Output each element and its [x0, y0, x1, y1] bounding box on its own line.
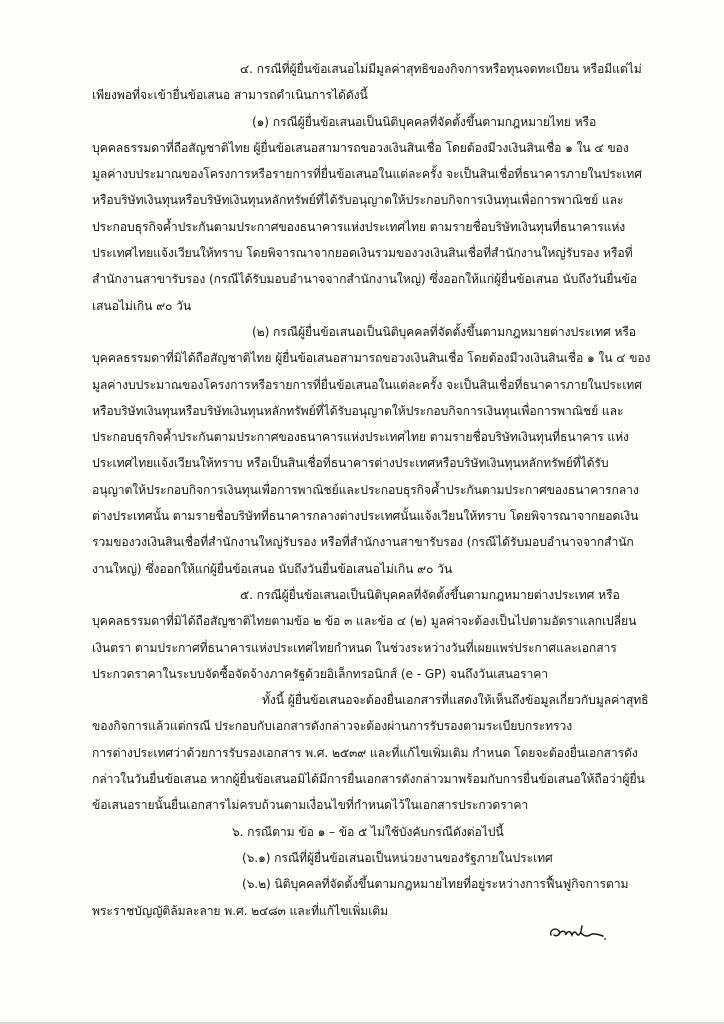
text-line: สำนักงานสาขารับรอง (กรณีได้รับมอบอำนาจจากสำนักงานใหญ่) ซึ่งออกให้แก่ผู้ยื่นข้อเสนอ นับถึงวันยื่นข้อ	[92, 272, 638, 287]
clause-note: ทั้งนี้ ผู้ยื่นข้อเสนอจะต้องยื่นเอกสารที่แสดงให้เห็นถึงข้อมูลเกี่ยวกับมูลค่าสุทธิ	[262, 693, 649, 708]
text-line: เสนอไม่เกิน ๙๐ วัน	[92, 298, 192, 313]
text-line: การต่างประเทศว่าด้วยการรับรองเอกสาร พ.ศ. ๒๕๓๙ และที่แก้ไขเพิ่มเติม กำหนด โดยจะต้องยื่นเอกสารดัง	[92, 745, 638, 760]
text-line: มูลค่างบประมาณของโครงการหรือรายการที่ยื่นข้อเสนอในแต่ละครั้ง จะเป็นสินเชื่อที่ธนาคารภายในประเทศ	[92, 377, 642, 392]
clause-6-2: (๖.๒) นิติบุคคลที่จัดตั้งขึ้นตามกฎหมายไทยที่อยู่ระหว่างการฟื้นฟูกิจการตาม	[242, 877, 629, 892]
text-line: พระราชบัญญัติล้มละลาย พ.ศ. ๒๔๘๓ และที่แก้ไขเพิ่มเติม	[92, 903, 389, 918]
text-line: กล่าวในวันยื่นข้อเสนอ หากผู้ยื่นข้อเสนอมิได้มีการยื่นเอกสารดังกล่าวมาพร้อมกับการยื่นข้อเสนอให้ถือว่าผู้ยื่น	[92, 772, 645, 787]
text-line: ประกวดราคาในระบบจัดซื้อจัดจ้างภาครัฐด้วยอิเล็กทรอนิกส์ (e - GP) จนถึงวันเสนอราคา	[92, 666, 549, 681]
clause-4-2-heading: (๒) กรณีผู้ยื่นข้อเสนอเป็นนิติบุคคลที่จัดตั้งขึ้นตามกฎหมายต่างประเทศ หรือ	[252, 324, 637, 339]
text-line: เงินตรา ตามประกาศที่ธนาคารแห่งประเทศไทยกำหนด ในช่วงระหว่างวันที่เผยแพร่ประกาศและเอกสาร	[92, 640, 617, 655]
text-line: รวมของวงเงินสินเชื่อที่สำนักงานใหญ่รับรอง หรือที่สำนักงานสาขารับรอง (กรณีได้รับมอบอำนาจจากสำนัก	[92, 535, 634, 550]
text-line: ต่างประเทศนั้น ตามรายชื่อบริษัทที่ธนาคารกลางต่างประเทศนั้นแจ้งเวียนให้ทราบ โดยพิจารณาจากยอดเงิน	[92, 509, 639, 524]
signature-icon	[547, 922, 607, 944]
text-line: บุคคลธรรมดาที่มิได้ถือสัญชาติไทย ผู้ยื่นข้อเสนอสามารถขอวงเงินสินเชื่อ โดยต้องมีวงเงินสินเชื่อ ๑ ใน ๔ ของ	[92, 351, 651, 366]
text-line: อนุญาตให้ประกอบกิจการเงินทุนเพื่อการพาณิชย์และประกอบธุรกิจค้ำประกันตามประกาศของธนาคารกลาง	[92, 482, 639, 497]
text-line: ประกอบธุรกิจค้ำประกันตามประกาศของธนาคารแห่งประเทศไทย ตามรายชื่อบริษัทเงินทุนที่ธนาคารแห่ง	[92, 219, 626, 234]
text-line: มูลค่างบประมาณของโครงการหรือรายการที่ยื่นข้อเสนอในแต่ละครั้ง จะเป็นสินเชื่อที่ธนาคารภายในประเทศ	[92, 167, 642, 182]
text-line: ข้อเสนอรายนั้นยื่นเอกสารไม่ครบถ้วนตามเงื่อนไขที่กำหนดไว้ในเอกสารประกวดราคา	[92, 798, 529, 813]
clause-4-1-heading: (๑) กรณีผู้ยื่นข้อเสนอเป็นนิติบุคคลที่จัดตั้งขึ้นตามกฎหมายไทย หรือ	[252, 114, 597, 129]
clause-6-heading: ๖. กรณีตาม ข้อ ๑ – ข้อ ๕ ไม่ใช้บังคับกรณีดังต่อไปนี้	[232, 824, 504, 839]
text-line: หรือบริษัทเงินทุนหรือบริษัทเงินทุนหลักทรัพย์ที่ได้รับอนุญาตให้ประกอบกิจการเงินทุนเพื่อการพาณิชย์ และ	[92, 403, 624, 418]
text-line: ประกอบธุรกิจค้ำประกันตามประกาศของธนาคารแห่งประเทศไทย ตามรายชื่อบริษัทเงินทุนที่ธนาคาร แห่ง	[92, 430, 629, 445]
clause-6-1: (๖.๑) กรณีที่ผู้ยื่นข้อเสนอเป็นหน่วยงานของรัฐภายในประเทศ	[242, 850, 553, 865]
text-line: ประเทศไทยแจ้งเวียนให้ทราบ หรือเป็นสินเชื่อที่ธนาคารต่างประเทศหรือบริษัทเงินทุนหลักทรัพย์ที่ได้รับ	[92, 456, 609, 471]
clause-4-heading: ๔. กรณีที่ผู้ยื่นข้อเสนอไม่มีมูลค่าสุทธิของกิจการหรือทุนจดทะเบียน หรือมีแต่ไม่	[240, 62, 642, 76]
text-line: เพียงพอที่จะเข้ายื่นข้อเสนอ สามารถดำเนินการได้ดังนี้	[92, 88, 368, 103]
clause-5-heading: ๕. กรณีผู้ยื่นข้อเสนอเป็นนิติบุคคลที่จัดตั้งขึ้นตามกฎหมายต่างประเทศ หรือ	[240, 587, 620, 602]
document-body	[92, 56, 692, 924]
text-line: ประเทศไทยแจ้งเวียนให้ทราบ โดยพิจารณาจากยอดเงินรวมของวงเงินสินเชื่อที่สำนักงานใหญ่รับรอง หรือที่	[92, 246, 633, 261]
text-line: หรือบริษัทเงินทุนหรือบริษัทเงินทุนหลักทรัพย์ที่ได้รับอนุญาตให้ประกอบกิจการเงินทุนเพื่อการพาณิชย์ และ	[92, 193, 624, 208]
text-line: บุคคลธรรมดาที่มิได้ถือสัญชาติไทยตามข้อ ๒ ข้อ ๓ และข้อ ๔ (๒) มูลค่าจะต้องเป็นไปตามอัตราแลกเปลี่ยน	[92, 614, 637, 629]
text-line: ของกิจการแล้วแต่กรณี ประกอบกับเอกสารดังกล่าวจะต้องผ่านการรับรองตามระเบียบกระทรวง	[92, 719, 573, 734]
text-line: บุคคลธรรมดาที่ถือสัญชาติไทย ผู้ยื่นข้อเสนอสามารถขอวงเงินสินเชื่อ โดยต้องมีวงเงินสินเชื่อ ๑ ใน ๔ ของ	[92, 140, 629, 155]
text-line: งานใหญ่) ซึ่งออกให้แก่ผู้ยื่นข้อเสนอ นับถึงวันยื่นข้อเสนอไม่เกิน ๙๐ วัน	[92, 561, 453, 576]
